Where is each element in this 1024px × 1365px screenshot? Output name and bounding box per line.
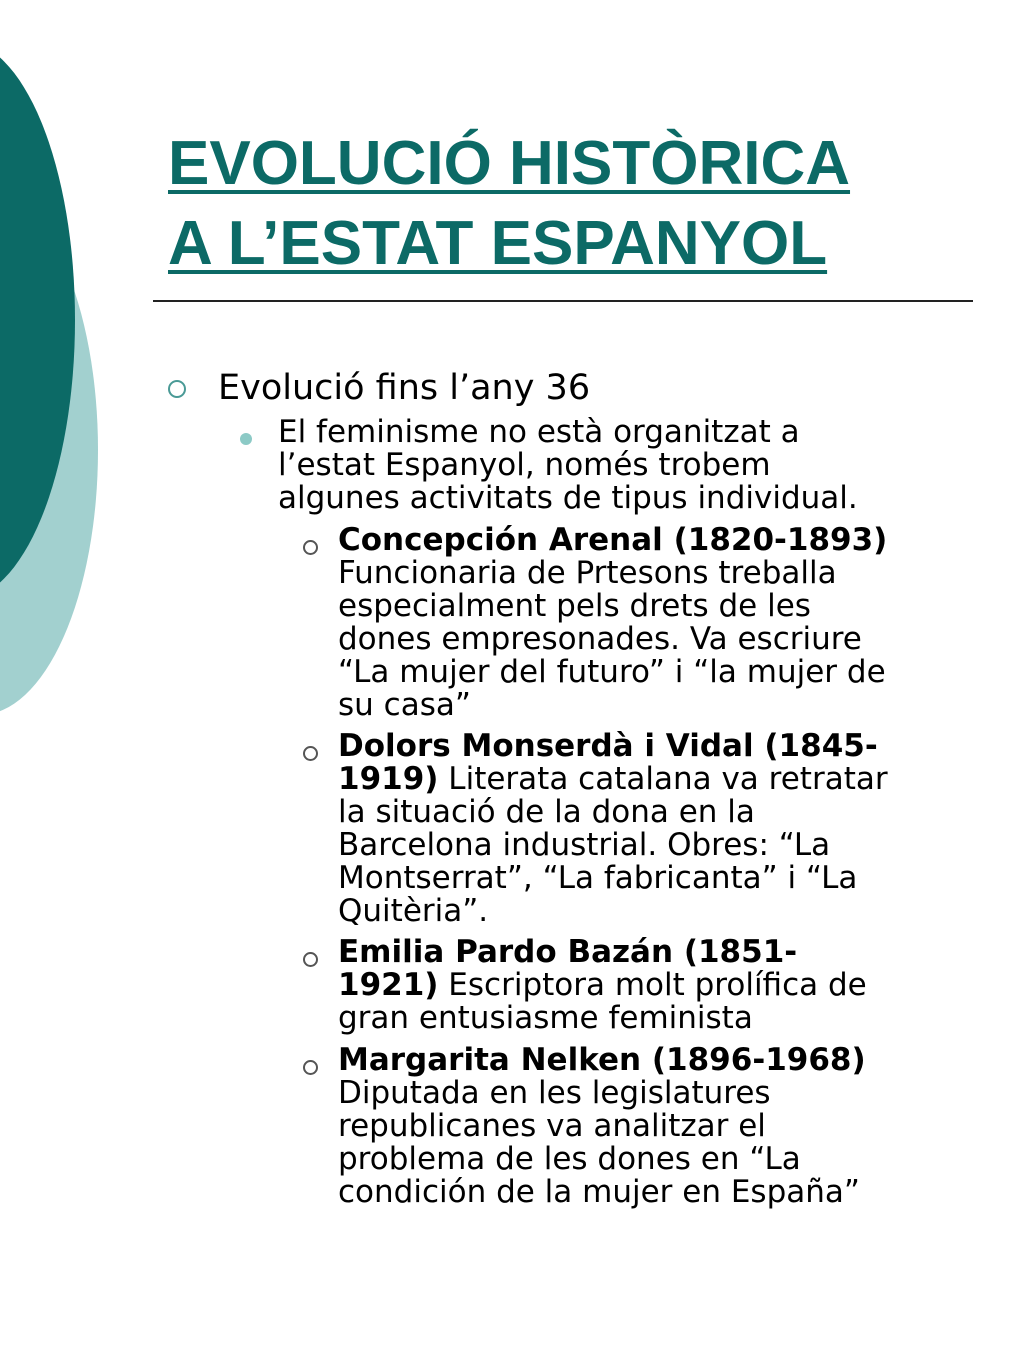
entry-line: condición de la mujer en España” xyxy=(338,1174,860,1210)
hollow-circle-bullet-icon xyxy=(303,1060,318,1075)
entry-name: Emilia Pardo Bazán (1851- xyxy=(338,934,798,970)
level2-line: El feminisme no està organitzat a xyxy=(278,414,800,450)
entry-line xyxy=(338,763,998,796)
entry-line xyxy=(338,524,998,557)
entry-line: Montserrat”, “La fabricanta” i “La xyxy=(338,860,858,896)
entry-line: Barcelona industrial. Obres: “La xyxy=(338,827,831,863)
level2-line: algunes activitats de tipus individual. xyxy=(278,480,858,516)
entry-name: Concepción Arenal (1820-1893) xyxy=(338,522,888,558)
entry-line xyxy=(338,1044,998,1077)
title-divider xyxy=(153,300,973,302)
hollow-circle-bullet-icon xyxy=(303,746,318,761)
level1-item: Evolució fins l’any 36 xyxy=(218,368,591,408)
hollow-circle-bullet-icon xyxy=(303,952,318,967)
entry-line xyxy=(338,969,998,1002)
slide-title-line-2: A L’ESTAT ESPANYOL xyxy=(168,209,828,278)
hollow-circle-bullet-icon xyxy=(168,380,186,398)
entry-line: Quitèria”. xyxy=(338,893,489,929)
entry-name: Margarita Nelken (1896-1968) xyxy=(338,1042,866,1078)
entry-text: Literata catalana va retratar xyxy=(438,761,888,797)
level2-line: l’estat Espanyol, només trobem xyxy=(278,447,771,483)
slide-title xyxy=(168,124,998,284)
entry-line: Funcionaria de Prtesons treballa xyxy=(338,555,837,591)
person-entry-margarita-nelken xyxy=(338,1044,998,1209)
person-entry-dolors-monserda xyxy=(338,730,998,928)
entry-line: dones empresonades. Va escriure xyxy=(338,621,862,657)
slide-title-line-1: EVOLUCIÓ HISTÒRICA xyxy=(168,129,851,198)
entry-line: Diputada en les legislatures xyxy=(338,1075,771,1111)
entry-name: Dolors Monserdà i Vidal (1845- xyxy=(338,728,878,764)
entry-line xyxy=(338,730,998,763)
entry-text: Escriptora molt prolífica de xyxy=(438,967,867,1003)
entry-line: gran entusiasme feminista xyxy=(338,1000,753,1036)
entry-line: la situació de la dona en la xyxy=(338,794,755,830)
entry-line: “La mujer del futuro” i “la mujer de xyxy=(338,654,886,690)
entry-line xyxy=(338,936,998,969)
hollow-circle-bullet-icon xyxy=(303,540,318,555)
person-entry-concepcion-arenal xyxy=(338,524,998,722)
person-entry-emilia-pardo-bazan xyxy=(338,936,998,1035)
entry-line: problema de les dones en “La xyxy=(338,1141,801,1177)
filled-dot-bullet-icon xyxy=(240,433,252,445)
entry-line: su casa” xyxy=(338,687,471,723)
decorative-teal-shapes xyxy=(0,0,120,760)
entry-dates: 1919) xyxy=(338,761,439,797)
entry-line: republicanes va analitzar el xyxy=(338,1108,766,1144)
level2-item xyxy=(278,416,978,515)
entry-line: especialment pels drets de les xyxy=(338,588,811,624)
entry-dates: 1921) xyxy=(338,967,439,1003)
